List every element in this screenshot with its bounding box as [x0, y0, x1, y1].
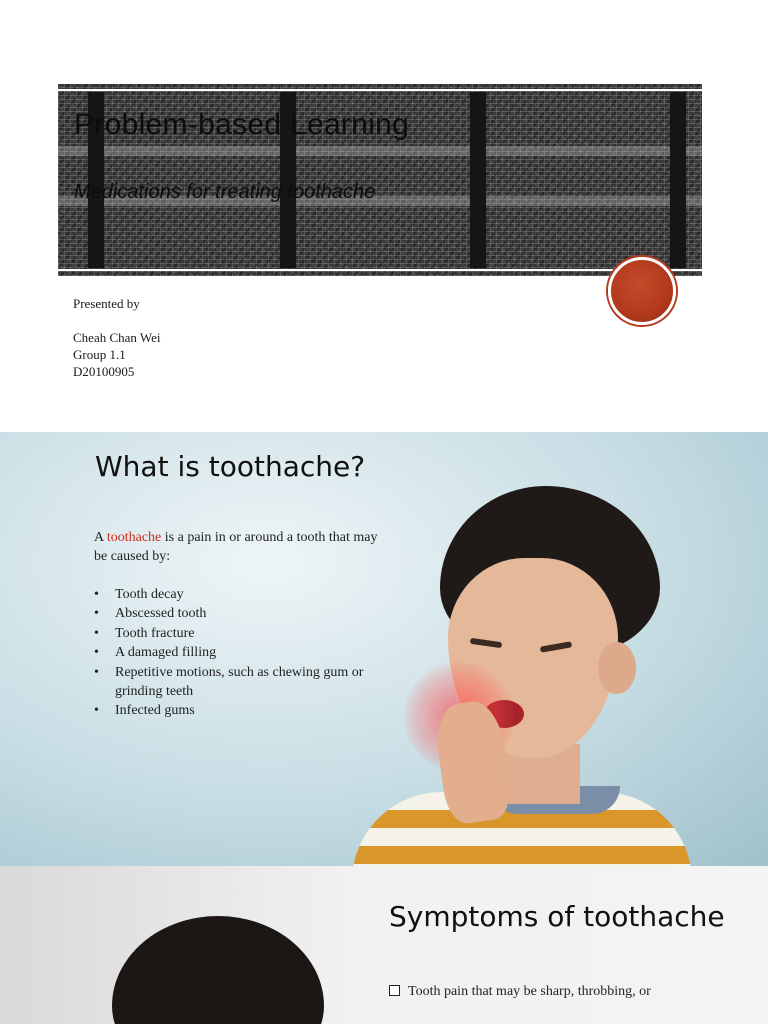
list-item	[94, 663, 394, 702]
presentation-subtitle: Medications for treating toothache	[74, 181, 376, 203]
bullet-icon: •	[94, 625, 99, 641]
bullet-icon: •	[94, 664, 99, 680]
banner-top-rule	[58, 89, 702, 91]
list-item	[94, 604, 394, 623]
presenter-info	[73, 295, 161, 380]
slide-title: What is toothache?	[95, 450, 366, 483]
definition-prefix: A	[94, 530, 107, 545]
cause-text: Abscessed tooth	[115, 606, 207, 622]
list-item	[94, 643, 394, 662]
cause-text: Tooth decay	[115, 587, 184, 602]
symptom-text: Tooth pain that may be sharp, throbbing, or	[408, 984, 651, 999]
presenter-id: D20100905	[73, 364, 135, 379]
bullet-icon: •	[94, 587, 99, 602]
list-item	[94, 585, 394, 604]
cause-text: Repetitive motions, such as chewing gum or grinding teeth	[115, 664, 364, 700]
symptoms-slide	[0, 866, 768, 1024]
presenter-group: Group 1.1	[73, 347, 126, 362]
definition-suffix: is a pain in or around a tooth that may be caused by:	[94, 530, 378, 564]
cause-text: Infected gums	[115, 703, 195, 719]
banner-stripe	[670, 92, 686, 268]
toothache-definition	[94, 528, 394, 566]
slide-title: Symptoms of toothache	[389, 900, 725, 933]
presentation-title: Problem-based Learning	[74, 108, 410, 141]
causes-list	[94, 585, 394, 721]
child-ear	[598, 642, 636, 694]
bullet-icon: •	[94, 703, 99, 719]
child-with-toothache-image	[340, 472, 700, 866]
what-is-toothache-slide	[0, 432, 768, 866]
list-item	[94, 701, 394, 720]
banner-bottom-rule	[58, 269, 702, 271]
title-slide	[0, 0, 768, 432]
bullet-icon: •	[94, 606, 99, 622]
list-item	[94, 624, 394, 643]
child-hair-image	[112, 916, 324, 1024]
highlighted-term: toothache	[106, 530, 162, 545]
cause-text: A damaged filling	[115, 645, 217, 661]
bullet-icon: •	[94, 645, 99, 661]
banner-band	[58, 146, 702, 156]
checkbox-bullet-icon	[389, 985, 400, 996]
presented-by-label: Presented by	[73, 296, 140, 311]
presenter-name: Cheah Chan Wei	[73, 330, 161, 345]
cause-text: Tooth fracture	[115, 625, 195, 641]
banner-stripe	[470, 92, 486, 268]
decorative-red-circle	[608, 257, 676, 325]
symptom-item	[389, 984, 651, 1000]
